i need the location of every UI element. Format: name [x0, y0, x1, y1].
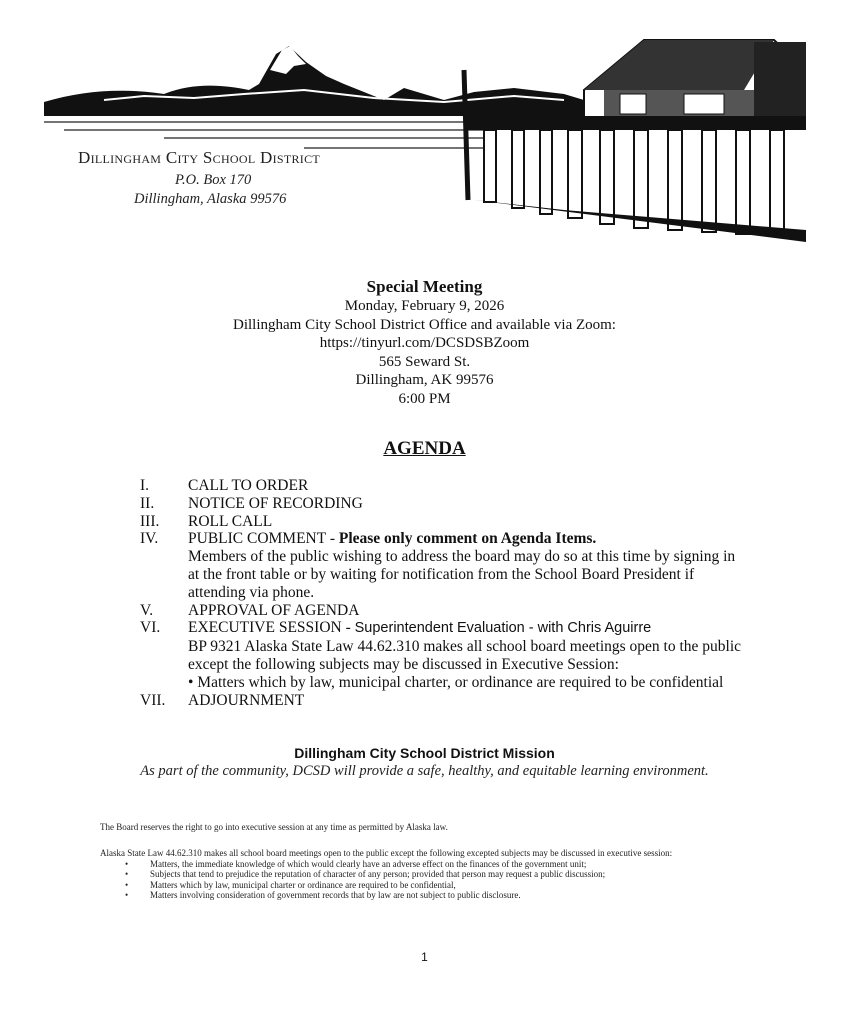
agenda-list [140, 477, 750, 709]
distant-hills [44, 46, 584, 116]
agenda-item: II. NOTICE OF RECORDING [140, 494, 363, 512]
list-item: • Subjects that tend to prejudice the reputation of character of any person; provided that person may request a public discussion; [125, 869, 606, 880]
executive-session-topic: Superintendent Evaluation - with Chris Aguirre [354, 620, 652, 637]
pier-deck [464, 116, 806, 130]
executive-session-bullet: • Matters which by law, municipal charter, or ordinance are required to be confidential [188, 673, 724, 691]
meeting-title: Special Meeting [366, 277, 483, 296]
agenda-item: V. APPROVAL OF AGENDA [140, 601, 360, 619]
header-illustration [44, 30, 806, 242]
list-item: • Matters involving consideration of government records that by law are not subject to public disclosure. [125, 890, 521, 901]
mission-title: Dillingham City School District Mission [294, 745, 555, 761]
meeting-street: 565 Seward St. [378, 353, 471, 370]
meeting-city: Dillingham, AK 99576 [355, 372, 494, 388]
page-number: 1 [421, 950, 428, 964]
meeting-date: Monday, February 9, 2026 [344, 298, 505, 314]
water-lines [44, 122, 484, 148]
meeting-location: Dillingham City School District Office and available via Zoom: [233, 316, 616, 333]
public-comment-note: Please only comment on Agenda Items. [338, 530, 597, 548]
agenda-item: III. ROLL CALL [140, 512, 273, 530]
district-name: Dillingham City School District [78, 148, 321, 167]
zoom-link[interactable]: https://tinyurl.com/DCSDSBZoom [319, 335, 530, 351]
pier-house [584, 40, 806, 122]
footer-bullets [100, 859, 740, 901]
footer-note: The Board reserves the right to go into executive session at any time as permitted by Alaska law. [100, 822, 448, 832]
agenda-item: IV. PUBLIC COMMENT - Please only comment on Agenda Items. Members of the public wishing to address the board may do so at this time by signing in at the front table or by waiting for notification from the School Board President if attending via phone. [140, 530, 736, 601]
mission-block [0, 745, 849, 780]
agenda-item: I. CALL TO ORDER [140, 477, 309, 494]
agenda-item: VII. ADJOURNMENT [140, 691, 305, 709]
footer-law [100, 848, 740, 901]
meeting-info [0, 276, 849, 408]
footer-law-text: Alaska State Law 44.62.310 makes all school board meetings open to the public except the following excepted subjects may be discussed in executive session: [100, 848, 673, 858]
executive-session-detail: BP 9321 Alaska State Law 44.62.310 makes all school board meetings open to the public except the following subjects may be discussed in Executive Session: [188, 638, 742, 673]
meeting-time: 6:00 PM [398, 390, 451, 407]
public-comment-detail: Members of the public wishing to address the board may do so at this time by signing in at the front table or by waiting for notification from the School Board President if attending via phone. [188, 548, 736, 601]
agenda-item: VI. EXECUTIVE SESSION - Superintendent Evaluation - with Chris Aguirre BP 9321 Alaska State Law 44.62.310 makes all school board meetings open to the public except the following subjects may be discussed in Executive Session: • Matters which by law, municipal charter, or ordinance are required to be confidential [140, 619, 742, 691]
agenda-title: AGENDA [383, 438, 466, 459]
mission-text: As part of the community, DCSD will provide a safe, healthy, and equitable learning environment. [140, 763, 709, 779]
po-box: P.O. Box 170 [175, 172, 252, 188]
city-state-zip: Dillingham, Alaska 99576 [134, 191, 287, 207]
list-item: • Matters, the immediate knowledge of which would clearly have an adverse effect on the finances of the government unit; [125, 858, 587, 869]
list-item: • Matters which by law, municipal charter or ordinance are required to be confidential, [125, 879, 456, 890]
